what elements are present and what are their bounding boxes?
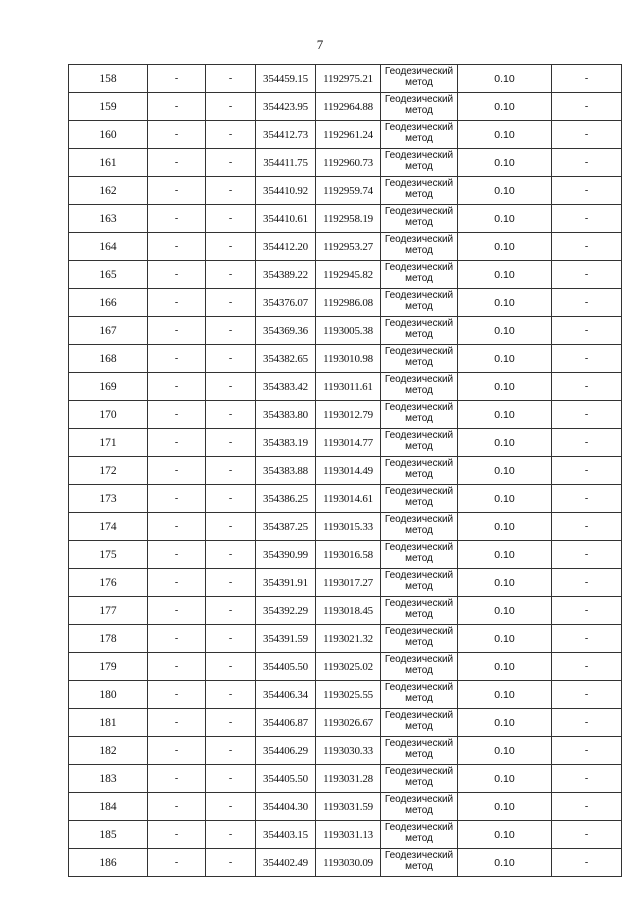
y-coordinate-cell: 1193005.38 [316, 317, 381, 345]
accuracy-cell: 0.10 [458, 457, 552, 485]
y-coordinate-cell: 1193014.61 [316, 485, 381, 513]
empty-cell: - [206, 373, 256, 401]
y-coordinate-cell: 1193021.32 [316, 625, 381, 653]
method-cell: Геодезический метод [381, 793, 458, 821]
empty-cell: - [206, 205, 256, 233]
description-cell: - [552, 317, 622, 345]
empty-cell: - [206, 709, 256, 737]
x-coordinate-cell: 354383.88 [256, 457, 316, 485]
empty-cell: - [148, 289, 206, 317]
page-number: 7 [316, 37, 324, 52]
x-coordinate-cell: 354423.95 [256, 93, 316, 121]
method-cell: Геодезический метод [381, 289, 458, 317]
description-cell: - [552, 121, 622, 149]
y-coordinate-cell: 1193011.61 [316, 373, 381, 401]
method-cell: Геодезический метод [381, 681, 458, 709]
table-row [69, 485, 622, 513]
accuracy-cell: 0.10 [458, 625, 552, 653]
point-number-cell: 167 [69, 317, 148, 345]
method-cell: Геодезический метод [381, 569, 458, 597]
x-coordinate-cell: 354369.36 [256, 317, 316, 345]
x-coordinate-cell: 354390.99 [256, 541, 316, 569]
accuracy-cell: 0.10 [458, 513, 552, 541]
table-row [69, 709, 622, 737]
accuracy-cell: 0.10 [458, 93, 552, 121]
point-number-cell: 185 [69, 821, 148, 849]
table-row [69, 821, 622, 849]
method-cell: Геодезический метод [381, 429, 458, 457]
coordinates-table [68, 64, 622, 877]
description-cell: - [552, 65, 622, 93]
point-number-cell: 172 [69, 457, 148, 485]
y-coordinate-cell: 1193014.77 [316, 429, 381, 457]
y-coordinate-cell: 1193031.28 [316, 765, 381, 793]
y-coordinate-cell: 1193018.45 [316, 597, 381, 625]
table-row [69, 65, 622, 93]
y-coordinate-cell: 1192953.27 [316, 233, 381, 261]
point-number-cell: 178 [69, 625, 148, 653]
point-number-cell: 165 [69, 261, 148, 289]
x-coordinate-cell: 354459.15 [256, 65, 316, 93]
empty-cell: - [206, 289, 256, 317]
empty-cell: - [148, 317, 206, 345]
description-cell: - [552, 177, 622, 205]
table-row [69, 569, 622, 597]
point-number-cell: 184 [69, 793, 148, 821]
accuracy-cell: 0.10 [458, 121, 552, 149]
accuracy-cell: 0.10 [458, 849, 552, 877]
description-cell: - [552, 149, 622, 177]
empty-cell: - [206, 625, 256, 653]
description-cell: - [552, 541, 622, 569]
y-coordinate-cell: 1193015.33 [316, 513, 381, 541]
empty-cell: - [206, 569, 256, 597]
y-coordinate-cell: 1193030.09 [316, 849, 381, 877]
description-cell: - [552, 569, 622, 597]
table-row [69, 625, 622, 653]
y-coordinate-cell: 1192945.82 [316, 261, 381, 289]
empty-cell: - [148, 457, 206, 485]
empty-cell: - [206, 177, 256, 205]
method-cell: Геодезический метод [381, 457, 458, 485]
y-coordinate-cell: 1193012.79 [316, 401, 381, 429]
empty-cell: - [148, 709, 206, 737]
y-coordinate-cell: 1193010.98 [316, 345, 381, 373]
x-coordinate-cell: 354402.49 [256, 849, 316, 877]
method-cell: Геодезический метод [381, 205, 458, 233]
table-row [69, 345, 622, 373]
y-coordinate-cell: 1192975.21 [316, 65, 381, 93]
empty-cell: - [148, 485, 206, 513]
empty-cell: - [206, 653, 256, 681]
x-coordinate-cell: 354406.87 [256, 709, 316, 737]
y-coordinate-cell: 1193026.67 [316, 709, 381, 737]
empty-cell: - [148, 681, 206, 709]
empty-cell: - [148, 821, 206, 849]
method-cell: Геодезический метод [381, 541, 458, 569]
table-row [69, 233, 622, 261]
accuracy-cell: 0.10 [458, 793, 552, 821]
method-cell: Геодезический метод [381, 765, 458, 793]
x-coordinate-cell: 354391.59 [256, 625, 316, 653]
table-row [69, 541, 622, 569]
table-row [69, 261, 622, 289]
x-coordinate-cell: 354382.65 [256, 345, 316, 373]
point-number-cell: 161 [69, 149, 148, 177]
y-coordinate-cell: 1192964.88 [316, 93, 381, 121]
point-number-cell: 179 [69, 653, 148, 681]
accuracy-cell: 0.10 [458, 373, 552, 401]
accuracy-cell: 0.10 [458, 485, 552, 513]
empty-cell: - [206, 821, 256, 849]
point-number-cell: 186 [69, 849, 148, 877]
x-coordinate-cell: 354404.30 [256, 793, 316, 821]
accuracy-cell: 0.10 [458, 177, 552, 205]
description-cell: - [552, 765, 622, 793]
point-number-cell: 163 [69, 205, 148, 233]
accuracy-cell: 0.10 [458, 233, 552, 261]
point-number-cell: 168 [69, 345, 148, 373]
point-number-cell: 158 [69, 65, 148, 93]
accuracy-cell: 0.10 [458, 261, 552, 289]
point-number-cell: 177 [69, 597, 148, 625]
empty-cell: - [206, 513, 256, 541]
accuracy-cell: 0.10 [458, 681, 552, 709]
method-cell: Геодезический метод [381, 93, 458, 121]
empty-cell: - [206, 737, 256, 765]
table-row [69, 849, 622, 877]
description-cell: - [552, 653, 622, 681]
accuracy-cell: 0.10 [458, 429, 552, 457]
empty-cell: - [206, 317, 256, 345]
point-number-cell: 159 [69, 93, 148, 121]
empty-cell: - [206, 149, 256, 177]
table-row [69, 457, 622, 485]
description-cell: - [552, 261, 622, 289]
method-cell: Геодезический метод [381, 485, 458, 513]
empty-cell: - [206, 233, 256, 261]
table-row [69, 149, 622, 177]
description-cell: - [552, 233, 622, 261]
empty-cell: - [148, 233, 206, 261]
y-coordinate-cell: 1193030.33 [316, 737, 381, 765]
accuracy-cell: 0.10 [458, 401, 552, 429]
accuracy-cell: 0.10 [458, 569, 552, 597]
x-coordinate-cell: 354412.20 [256, 233, 316, 261]
empty-cell: - [206, 597, 256, 625]
empty-cell: - [148, 429, 206, 457]
y-coordinate-cell: 1193014.49 [316, 457, 381, 485]
method-cell: Геодезический метод [381, 513, 458, 541]
table-row [69, 793, 622, 821]
x-coordinate-cell: 354410.61 [256, 205, 316, 233]
empty-cell: - [148, 653, 206, 681]
y-coordinate-cell: 1192986.08 [316, 289, 381, 317]
accuracy-cell: 0.10 [458, 737, 552, 765]
empty-cell: - [206, 65, 256, 93]
table-row [69, 681, 622, 709]
empty-cell: - [206, 345, 256, 373]
point-number-cell: 183 [69, 765, 148, 793]
empty-cell: - [148, 765, 206, 793]
x-coordinate-cell: 354411.75 [256, 149, 316, 177]
empty-cell: - [148, 177, 206, 205]
accuracy-cell: 0.10 [458, 205, 552, 233]
table-row [69, 597, 622, 625]
y-coordinate-cell: 1192958.19 [316, 205, 381, 233]
x-coordinate-cell: 354389.22 [256, 261, 316, 289]
y-coordinate-cell: 1193031.59 [316, 793, 381, 821]
point-number-cell: 182 [69, 737, 148, 765]
empty-cell: - [206, 849, 256, 877]
empty-cell: - [148, 793, 206, 821]
y-coordinate-cell: 1193025.02 [316, 653, 381, 681]
description-cell: - [552, 373, 622, 401]
y-coordinate-cell: 1192961.24 [316, 121, 381, 149]
accuracy-cell: 0.10 [458, 709, 552, 737]
method-cell: Геодезический метод [381, 373, 458, 401]
table-body [69, 65, 622, 877]
method-cell: Геодезический метод [381, 317, 458, 345]
point-number-cell: 174 [69, 513, 148, 541]
empty-cell: - [148, 541, 206, 569]
empty-cell: - [148, 149, 206, 177]
description-cell: - [552, 457, 622, 485]
x-coordinate-cell: 354376.07 [256, 289, 316, 317]
x-coordinate-cell: 354386.25 [256, 485, 316, 513]
method-cell: Геодезический метод [381, 737, 458, 765]
method-cell: Геодезический метод [381, 121, 458, 149]
y-coordinate-cell: 1193025.55 [316, 681, 381, 709]
x-coordinate-cell: 354406.34 [256, 681, 316, 709]
y-coordinate-cell: 1193017.27 [316, 569, 381, 597]
method-cell: Геодезический метод [381, 65, 458, 93]
accuracy-cell: 0.10 [458, 65, 552, 93]
empty-cell: - [206, 93, 256, 121]
empty-cell: - [148, 261, 206, 289]
point-number-cell: 162 [69, 177, 148, 205]
method-cell: Геодезический метод [381, 149, 458, 177]
table-row [69, 205, 622, 233]
method-cell: Геодезический метод [381, 345, 458, 373]
description-cell: - [552, 849, 622, 877]
empty-cell: - [206, 765, 256, 793]
table-row [69, 737, 622, 765]
description-cell: - [552, 401, 622, 429]
point-number-cell: 180 [69, 681, 148, 709]
empty-cell: - [148, 205, 206, 233]
method-cell: Геодезический метод [381, 233, 458, 261]
accuracy-cell: 0.10 [458, 541, 552, 569]
point-number-cell: 181 [69, 709, 148, 737]
empty-cell: - [206, 541, 256, 569]
empty-cell: - [206, 681, 256, 709]
description-cell: - [552, 821, 622, 849]
x-coordinate-cell: 354387.25 [256, 513, 316, 541]
description-cell: - [552, 513, 622, 541]
y-coordinate-cell: 1193016.58 [316, 541, 381, 569]
description-cell: - [552, 205, 622, 233]
empty-cell: - [206, 121, 256, 149]
empty-cell: - [206, 457, 256, 485]
table-row [69, 765, 622, 793]
accuracy-cell: 0.10 [458, 149, 552, 177]
empty-cell: - [148, 121, 206, 149]
description-cell: - [552, 429, 622, 457]
description-cell: - [552, 597, 622, 625]
x-coordinate-cell: 354410.92 [256, 177, 316, 205]
empty-cell: - [148, 373, 206, 401]
method-cell: Геодезический метод [381, 821, 458, 849]
method-cell: Геодезический метод [381, 709, 458, 737]
accuracy-cell: 0.10 [458, 765, 552, 793]
description-cell: - [552, 793, 622, 821]
empty-cell: - [148, 597, 206, 625]
empty-cell: - [148, 93, 206, 121]
y-coordinate-cell: 1193031.13 [316, 821, 381, 849]
table-row [69, 429, 622, 457]
point-number-cell: 175 [69, 541, 148, 569]
empty-cell: - [206, 429, 256, 457]
method-cell: Геодезический метод [381, 597, 458, 625]
method-cell: Геодезический метод [381, 653, 458, 681]
x-coordinate-cell: 354392.29 [256, 597, 316, 625]
description-cell: - [552, 737, 622, 765]
accuracy-cell: 0.10 [458, 345, 552, 373]
table-row [69, 121, 622, 149]
point-number-cell: 164 [69, 233, 148, 261]
x-coordinate-cell: 354412.73 [256, 121, 316, 149]
description-cell: - [552, 93, 622, 121]
empty-cell: - [148, 345, 206, 373]
description-cell: - [552, 709, 622, 737]
empty-cell: - [148, 65, 206, 93]
point-number-cell: 166 [69, 289, 148, 317]
empty-cell: - [206, 401, 256, 429]
table-row [69, 653, 622, 681]
empty-cell: - [206, 485, 256, 513]
empty-cell: - [148, 401, 206, 429]
description-cell: - [552, 289, 622, 317]
table-row [69, 401, 622, 429]
accuracy-cell: 0.10 [458, 653, 552, 681]
x-coordinate-cell: 354405.50 [256, 765, 316, 793]
point-number-cell: 176 [69, 569, 148, 597]
description-cell: - [552, 625, 622, 653]
table-row [69, 177, 622, 205]
y-coordinate-cell: 1192959.74 [316, 177, 381, 205]
x-coordinate-cell: 354406.29 [256, 737, 316, 765]
description-cell: - [552, 485, 622, 513]
method-cell: Геодезический метод [381, 401, 458, 429]
x-coordinate-cell: 354383.19 [256, 429, 316, 457]
method-cell: Геодезический метод [381, 261, 458, 289]
point-number-cell: 173 [69, 485, 148, 513]
accuracy-cell: 0.10 [458, 821, 552, 849]
table-row [69, 93, 622, 121]
point-number-cell: 171 [69, 429, 148, 457]
x-coordinate-cell: 354383.42 [256, 373, 316, 401]
y-coordinate-cell: 1192960.73 [316, 149, 381, 177]
accuracy-cell: 0.10 [458, 597, 552, 625]
method-cell: Геодезический метод [381, 849, 458, 877]
table-row [69, 373, 622, 401]
x-coordinate-cell: 354383.80 [256, 401, 316, 429]
accuracy-cell: 0.10 [458, 289, 552, 317]
method-cell: Геодезический метод [381, 625, 458, 653]
description-cell: - [552, 681, 622, 709]
empty-cell: - [206, 793, 256, 821]
point-number-cell: 169 [69, 373, 148, 401]
empty-cell: - [148, 513, 206, 541]
empty-cell: - [148, 569, 206, 597]
x-coordinate-cell: 354405.50 [256, 653, 316, 681]
x-coordinate-cell: 354403.15 [256, 821, 316, 849]
empty-cell: - [206, 261, 256, 289]
point-number-cell: 170 [69, 401, 148, 429]
empty-cell: - [148, 849, 206, 877]
description-cell: - [552, 345, 622, 373]
table-row [69, 513, 622, 541]
point-number-cell: 160 [69, 121, 148, 149]
table-row [69, 289, 622, 317]
empty-cell: - [148, 625, 206, 653]
method-cell: Геодезический метод [381, 177, 458, 205]
accuracy-cell: 0.10 [458, 317, 552, 345]
empty-cell: - [148, 737, 206, 765]
x-coordinate-cell: 354391.91 [256, 569, 316, 597]
table-row [69, 317, 622, 345]
